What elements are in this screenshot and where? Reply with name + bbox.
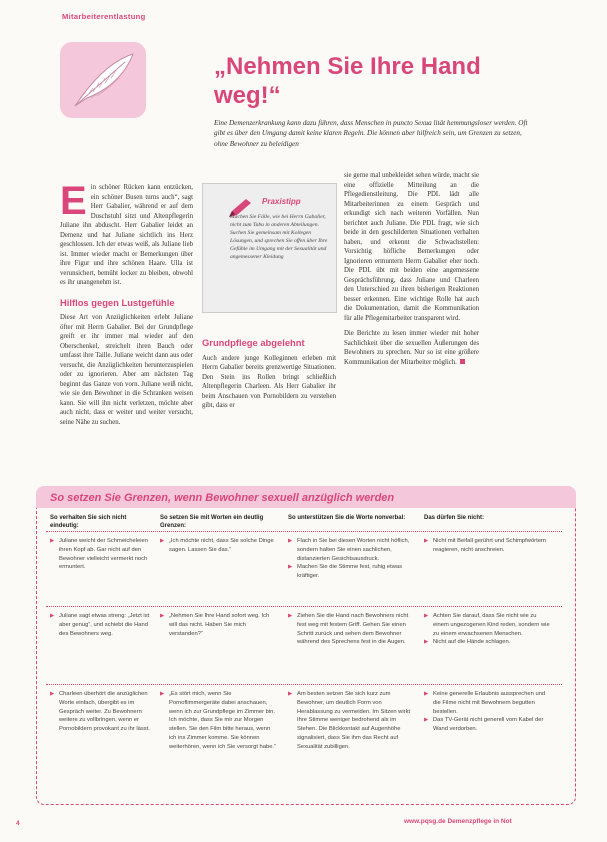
list-item: ▶ Am besten setzen Sie sich kurz zum Bewohner, um deutlich Form von Herablassung zu vermeiden. Im Sitzen wirkt Ihre Stimme weniger bedrohend als im Stehen. Die Blickkontakt auf Augenhöhe signalisiert, dass Sie ihm das Recht auf Sexualität zubilligen. — [288, 690, 414, 752]
col3-paragraph-2: Die Berichte zu lesen immer wieder mit hoher Sachlichkeit über die sexuellen Äußerungen des Bewohners zu sprechen. Nur so ist eine größere Kommunikation der Mitarbeiter möglich. — [344, 330, 479, 366]
table-header-col-3: So unterstützen Sie die Worte nonverbal: — [288, 515, 406, 521]
table-header-col-4: Das dürfen Sie nicht: — [424, 515, 485, 521]
list-item: ▶ „Ich möchte nicht, dass Sie solche Dinge sagen. Lassen Sie das.“ — [160, 537, 278, 555]
list-item: ▶ Flach in Sie bei diesen Worten nicht höflich, sondern halten Sie einen sachlichen, distanzierten Gesichtsausdruck. — [288, 537, 414, 563]
list-item: ▶ Keine generelle Erlaubnis aussprechen und die Filme nicht mit Bewohnern begutten bestellen. — [424, 690, 552, 716]
list-item: ▶ Achten Sie darauf, dass Sie nicht wie zu einem ungezogenen Kind reden, sondern wie zu einem erwachsenen Menschen. — [424, 612, 552, 638]
list-item: ▶ Ziehen Sie die Hand nach Bewohners nicht fest weg mit festem Griff. Gehen Sie einen Schritt zurück und sehen dem Bewohner während des Sprechens fest in die Augen. — [288, 612, 414, 647]
page-number: 4 — [16, 820, 20, 827]
list-item: ▶ Nicht mit Beifall gerührt und Schimpfwörtern reagieren, nicht anschreien. — [424, 537, 552, 555]
intro-text: in schöner Rücken kann entzücken, ein schöner Busen turns auch“, sagt Herr Gabalier, während er auf dem Duschstuhl sitzt und Altenpflegerin Juliane ihn abduscht. Herr Gabalier leidet an Demenz und hat Juliane sichtlich ins Herz geschlossen. Ich der etwas weiß, als Juliane lieb ist. Immer wieder macht er Bemerkungen über ihre Figur und ihre schönen Haare. Ulla ist verunsichert, bemüht locker zu bleiben, obwohl es ihr unangenehm ist. — [60, 184, 193, 286]
table-cell — [50, 690, 150, 734]
list-item: ▶ Charleen überhört die anzüglichen Worte einfach, übergibt es im Gespräch weiter. Zu Bewohnern weitere zu vollbringen, wenn er Pornobildern provokant zu ihr lässt. — [50, 690, 150, 734]
dropcap: E — [60, 179, 87, 223]
table-cell — [424, 612, 552, 647]
article-lead: Eine Demenzerkrankung kann dazu führen, dass Menschen in puncto Sexua lität hemmungsloser werden. Oft gibt es über den Umgang damit keine klaren Regeln. Die können aber hilfreich sein, um Grenzen zu setzen, ohne Bewohner zu beleidigen — [214, 119, 528, 148]
article-title: „Nehmen Sie Ihre Hand weg!“ — [214, 53, 481, 109]
section2-text: Auch andere junge Kolleginnen erleben mit Herrn Gabalier bereits grenzwertige Situationen. Den Stein ins Rollen bringt schließlich Altenpflegerin Charleen. Als Herr Gabalier ihr beim Anschauen von Pornobildern zu verstehen gibt, dass er — [202, 354, 336, 409]
column-2 — [202, 328, 336, 417]
intro-paragraph — [60, 179, 193, 288]
section-label: Mitarbeiterentlastung — [62, 12, 146, 21]
end-mark — [460, 359, 465, 364]
table-cell — [50, 537, 150, 572]
list-item: ▶ Juliane weicht der Schmeicheleien ihren Kopf ab. Gar nicht auf den Bewohner vielleicht vermerkt noch ermuntert. — [50, 537, 150, 572]
table-cell — [160, 612, 278, 638]
table-cell — [288, 612, 414, 647]
tip-title: Praxistipp — [262, 197, 301, 206]
section-heading-2: Grundpflege abgelehnt — [202, 337, 305, 348]
row-divider — [46, 531, 562, 532]
feather-icon — [67, 48, 139, 112]
footer-text: www.pqsg.de Demenzpflege in Not — [404, 818, 512, 825]
row-divider — [46, 684, 562, 685]
list-item: ▶ „Es stört mich, wenn Sie Pornoflimmergeräte dabei anschauen, wenn ich zur Grundpflege im Zimmer bin. Ich möchte, dass Sie mir zur Morgen stellen. Sie den Film bitte heraus, wenn ich ins Zimmer komme. Sie können weiterhören, wenn ich Sie versorgt habe.“ — [160, 690, 278, 752]
list-item: ▶ Machen Sie die Stimme fest, ruhig etwas kräftiger. — [288, 563, 414, 581]
col3-paragraph-1: sie gerne mal unbekleidet sehen würde, macht sie eine offizielle Mitteilung an die Pflegedienstleitung. Die PDL lädt alle Mitarbeiterinnen zu einem Gespräch und erkundigt sich nach weiteren Vorfällen. Nun berichtet auch Juliane. Die PDL fragt, wie sich beide in den geschilderten Situationen verhalten haben, und erkennt die Schwachstellen: Vorsichtig höfliche Bemerkungen oder Ignorieren ermuntern Herrn Gabalier eher noch. Die PDL übt mit beiden eine angemessene Gesprächsführung, dass Juliane und Charleen den Unterschied zu ihren bisherigen Reaktionen besser erkennen. Eine wichtige Rolle hat auch die Dokumentation, damit die Kommunikation für alle Pflegemitarbeiter transparent wird. — [344, 172, 479, 322]
section-heading-1: Hilflos gegen Lustgefühle — [60, 296, 175, 308]
feather-illustration — [60, 42, 146, 118]
list-item: ▶ Juliane sagt etwas streng: „Jetzt ist aber genug“, und schiebt die Hand des Bewohners weg. — [50, 612, 150, 638]
list-item: ▶ „Nehmen Sie Ihre Hand sofort weg. Ich will das nicht. Haben Sie mich verstanden?“ — [160, 612, 278, 638]
table-header-col-2: So setzen Sie mit Worten ein deutlig Grenzen: — [160, 515, 264, 529]
table-header-col-1: So verhalten Sie sich nicht eindeutig: — [50, 515, 127, 529]
column-3 — [344, 171, 479, 373]
table-box-title: So setzen Sie Grenzen, wenn Bewohner sexuell anzüglich werden — [50, 492, 395, 504]
table-cell — [424, 537, 552, 555]
table-cell — [50, 612, 150, 638]
table-cell — [160, 537, 278, 555]
table-cell — [160, 690, 278, 752]
table-cell — [288, 690, 414, 752]
column-1 — [60, 179, 193, 433]
section1-text: Diese Art von Anzüglichkeiten erlebt Juliane öfter mit Herrn Gabalier. Bei der Grundpflege greift er ihr immer mal wieder auf den Oberschenkel, streichelt ihren Bauch oder umfasst ihre Taille. Juliane weicht dann aus oder versucht, die Anzüglichkeiten herunterzuspielen oder zu ignorieren. Aber am nächsten Tag beginnt das Ganze von vorn. Juliane weiß nicht, wie sie den Bewohner in die Schranken weisen kann. Sie will ihn nicht verletzen, möchte aber auch nicht, dass er weiter und weiter versucht, seine Nähe zu suchen. — [60, 314, 193, 426]
list-item: ▶ Das TV-Gerät nicht generell vom Kabel der Wand verdorben. — [424, 716, 552, 734]
table-cell — [424, 690, 552, 734]
list-item: ▶ Nicht auf die Hände schlagen. — [424, 638, 552, 647]
row-divider — [46, 606, 562, 607]
tip-text: Machen Sie Fälle, wie bei Herrn Gabalier, nicht zum Tabu in anderen Abteilungen. Suchen Sie gemeinsam mit Kollegen Lösungen, und sprechen Sie offen über Ihre Gefühle im Umgang mit der Sexualität und angemessener Kleidung — [230, 214, 328, 260]
table-cell — [288, 537, 414, 581]
